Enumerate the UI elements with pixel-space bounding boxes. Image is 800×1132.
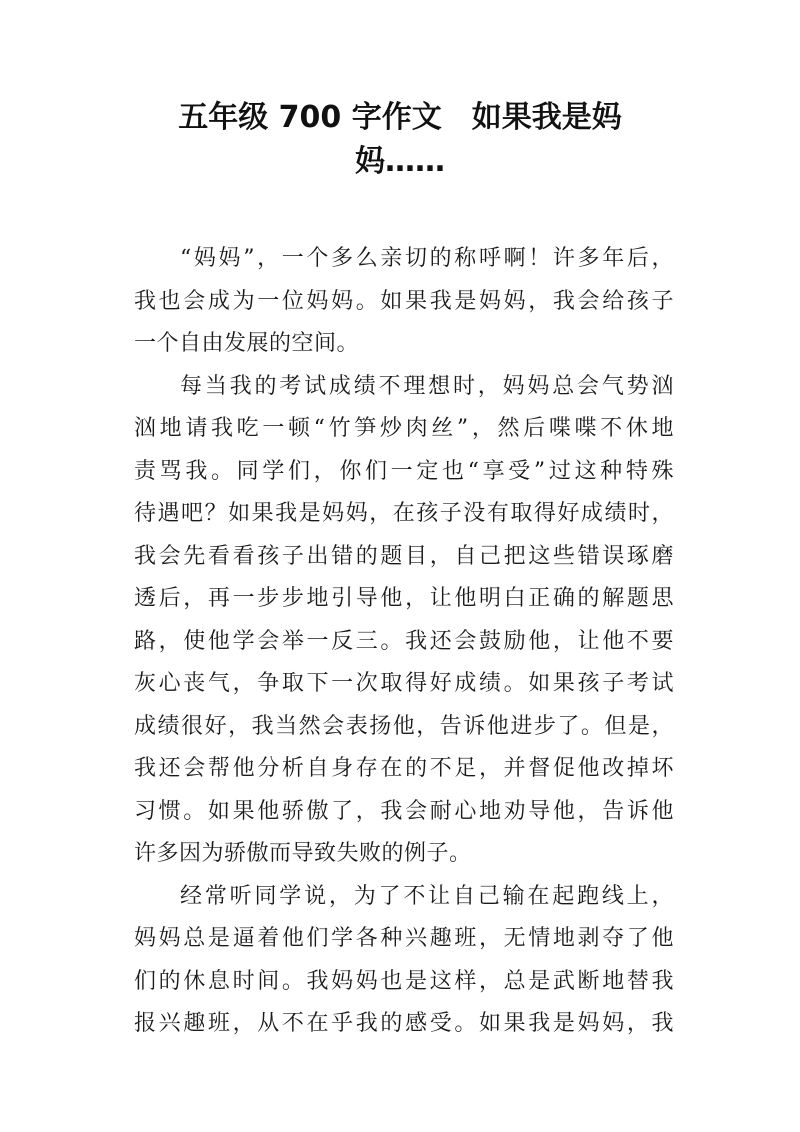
essay-line: 许多因为骄傲而导致失败的例子。 — [134, 841, 472, 866]
essay-line: 待遇吧？如果我是妈妈，在孩子没有取得好成绩时， — [134, 501, 674, 526]
essay-line: 透后，再一步步地引导他，让他明白正确的解题思 — [134, 586, 674, 611]
essay-line: 经常听同学说，为了不让自己输在起跑线上， — [180, 883, 674, 909]
essay-line: 成绩很好，我当然会表扬他，告诉他进步了。但是， — [134, 713, 674, 739]
essay-line: 妈妈总是逼着他们学各种兴趣班，无情地剥夺了他 — [134, 926, 674, 951]
essay-line: 汹地请我吃一顿“竹笋炒肉丝”，然后喋喋不休地 — [134, 416, 674, 441]
essay-line: 每当我的考试成绩不理想时，妈妈总会气势汹 — [180, 373, 674, 399]
essay-line: 责骂我。同学们，你们一定也“享受”过这种特殊 — [134, 458, 674, 484]
essay-line: “妈妈”，一个多么亲切的称呼啊！许多年后， — [180, 246, 674, 271]
essay-line: 我也会成为一位妈妈。如果我是妈妈，我会给孩子 — [134, 288, 674, 314]
essay-line: 习惯。如果他骄傲了，我会耐心地劝导他，告诉他 — [134, 798, 674, 824]
essay-line: 我会先看看孩子出错的题目，自己把这些错误琢磨 — [134, 543, 674, 569]
essay-line: 报兴趣班，从不在乎我的感受。如果我是妈妈，我 — [134, 1011, 674, 1036]
essay-line: 路，使他学会举一反三。我还会鼓励他，让他不要 — [134, 628, 674, 654]
title-line-2: 妈…… — [355, 144, 445, 179]
essay-line: 一个自由发展的空间。 — [134, 331, 360, 356]
essay-line: 们的休息时间。我妈妈也是这样，总是武断地替我 — [134, 968, 674, 994]
essay-line: 灰心丧气，争取下一次取得好成绩。如果孩子考试 — [134, 671, 674, 696]
title-line-1: 五年级 700 字作文 如果我是妈 — [178, 100, 622, 135]
essay-line: 我还会帮他分析自身存在的不足，并督促他改掉坏 — [134, 756, 674, 781]
essay-body — [134, 238, 674, 1046]
document-title — [0, 96, 800, 184]
